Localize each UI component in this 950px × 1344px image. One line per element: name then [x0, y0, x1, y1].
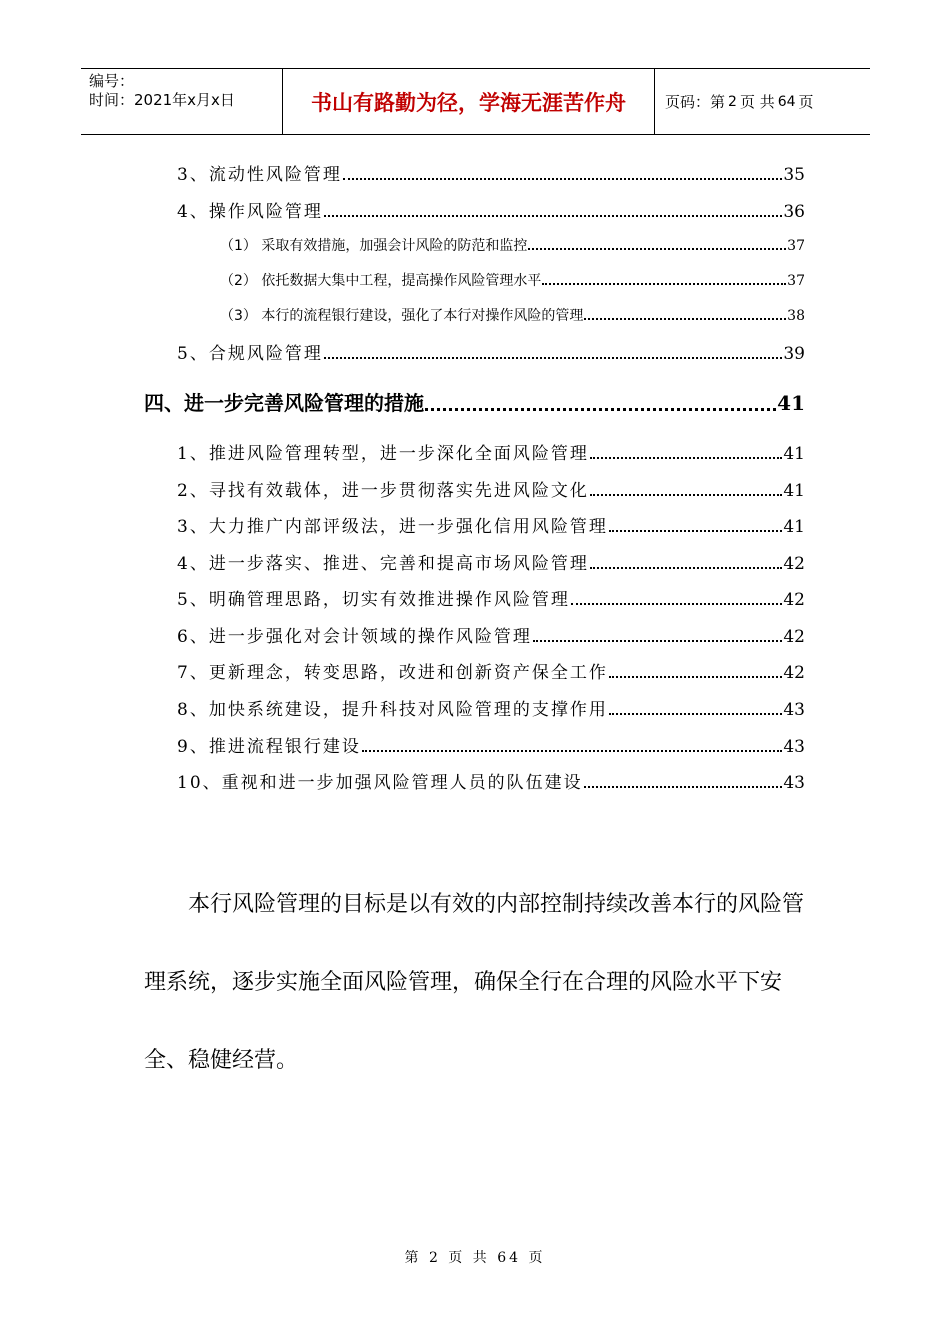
header-meta: [81, 69, 282, 134]
toc-entry[interactable]: [177, 732, 805, 757]
toc-entry-page: 42: [783, 554, 805, 574]
toc-entry[interactable]: [177, 585, 805, 610]
toc-entry-page: 35: [783, 165, 805, 185]
toc-entry-label: 5、合规风险管理: [177, 344, 323, 364]
toc-entry[interactable]: [220, 270, 805, 290]
toc-entry-label: 2、寻找有效载体，进一步贯彻落实先进风险文化: [177, 481, 589, 501]
toc-leader: [343, 178, 783, 180]
toc-entry-label: 3、流动性风险管理: [177, 165, 342, 185]
toc-entry-page: 41: [783, 444, 805, 464]
toc-leader: [584, 318, 786, 320]
toc-entry-page: 43: [783, 773, 805, 793]
toc-entry-label: （3） 本行的流程银行建设，强化了本行对操作风险的管理: [220, 308, 584, 324]
toc-entry[interactable]: [177, 622, 805, 647]
toc-entry[interactable]: [177, 476, 805, 501]
toc-entry-label: 5、明确管理思路，切实有效推进操作风险管理: [177, 590, 570, 610]
toc-entry[interactable]: [177, 512, 805, 537]
toc-entry-page: 41: [783, 481, 805, 501]
page-footer: 第 2 页 共 64 页: [404, 1250, 546, 1266]
toc-leader: [533, 640, 783, 642]
motto: 书山有路勤为径，学海无涯苦作舟: [311, 90, 626, 115]
toc-entry-page: 43: [783, 737, 805, 757]
page-current: 2: [728, 93, 737, 110]
toc-leader: [590, 457, 783, 459]
page-suffix: 页: [798, 93, 814, 111]
time-label: 时间：2021年x月x日: [89, 91, 235, 109]
toc-entry[interactable]: [177, 197, 805, 222]
toc-leader: [425, 408, 776, 411]
toc-entry-page: 37: [787, 238, 805, 254]
header-page-info: [655, 69, 870, 134]
number-label: 编号：: [89, 72, 135, 90]
toc-chapter-page: 41: [777, 391, 805, 415]
toc-entry-page: 41: [783, 517, 805, 537]
toc-entry[interactable]: [177, 768, 805, 793]
toc-entry[interactable]: [177, 339, 805, 364]
toc-leader: [609, 530, 783, 532]
toc-leader: [590, 494, 783, 496]
toc-entry-label: （2） 依托数据大集中工程，提高操作风险管理水平: [220, 273, 542, 289]
toc-entry-label: 9、推进流程银行建设: [177, 737, 361, 757]
toc-leader: [609, 713, 783, 715]
toc-entry[interactable]: [177, 658, 805, 683]
toc-entry-page: 42: [783, 663, 805, 683]
body-paragraph: 本行风险管理的目标是以有效的内部控制持续改善本行的风险管理系统，逐步实施全面风险管理，确保全行在合理的风险水平下安全、稳健经营。: [144, 892, 805, 1073]
toc-entry-label: 4、进一步落实、推进、完善和提高市场风险管理: [177, 554, 589, 574]
toc-entry-page: 37: [787, 273, 805, 289]
toc-entry[interactable]: [177, 160, 805, 185]
toc-leader: [571, 603, 783, 605]
page-total: 64: [777, 93, 796, 110]
toc-leader: [362, 750, 783, 752]
toc-entry-page: 42: [783, 627, 805, 647]
toc-entry-label: 10、重视和进一步加强风险管理人员的队伍建设: [177, 773, 583, 793]
toc-leader: [584, 786, 783, 788]
toc-entry-page: 36: [783, 202, 805, 222]
toc-entry-label: 7、更新理念，转变思路，改进和创新资产保全工作: [177, 663, 608, 683]
page-mid: 页 共: [739, 93, 775, 111]
toc-entry-label: 4、操作风险管理: [177, 202, 323, 222]
toc-entry-page: 38: [787, 308, 805, 324]
toc-entry[interactable]: [177, 695, 805, 720]
toc-leader: [324, 357, 783, 359]
toc-leader: [542, 283, 786, 285]
toc-chapter-label: 四、进一步完善风险管理的措施: [144, 391, 424, 415]
toc-entry-label: 1、推进风险管理转型，进一步深化全面风险管理: [177, 444, 589, 464]
toc-leader: [590, 567, 783, 569]
toc-entry-page: 43: [783, 700, 805, 720]
toc-leader: [528, 248, 786, 250]
header-motto-cell: [282, 69, 655, 134]
page-prefix: 页码：第: [665, 93, 726, 111]
page-header: [81, 68, 870, 135]
toc-leader: [609, 676, 783, 678]
toc-entry[interactable]: [220, 305, 805, 325]
toc-chapter[interactable]: [144, 387, 805, 416]
toc-entry[interactable]: [220, 235, 805, 255]
toc-leader: [324, 215, 783, 217]
toc-entry-label: 3、大力推广内部评级法，进一步强化信用风险管理: [177, 517, 608, 537]
toc-entry[interactable]: [177, 439, 805, 464]
toc-entry[interactable]: [177, 549, 805, 574]
toc-entry-label: 8、加快系统建设，提升科技对风险管理的支撑作用: [177, 700, 608, 720]
toc-entry-label: 6、进一步强化对会计领域的操作风险管理: [177, 627, 532, 647]
toc-entry-page: 42: [783, 590, 805, 610]
toc-entry-label: （1） 采取有效措施，加强会计风险的防范和监控: [220, 238, 528, 254]
toc-entry-page: 39: [783, 344, 805, 364]
